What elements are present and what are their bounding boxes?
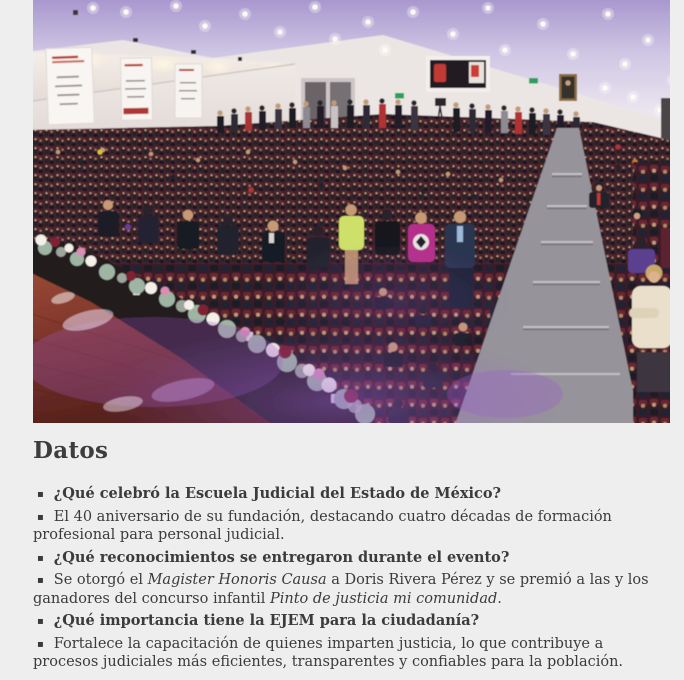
question-text: ¿Qué reconocimientos se entregaron durante el evento? xyxy=(53,548,510,566)
portrait-painting xyxy=(559,74,577,101)
answer-text: El 40 aniversario de su fundación, destacando cuatro décadas de formación profesional para personal judicial. xyxy=(33,508,612,544)
control-booth-window xyxy=(426,56,490,92)
qa-answer xyxy=(33,635,660,672)
purple-light-wash-2 xyxy=(263,240,523,364)
qa-question xyxy=(33,485,660,504)
qa-answer xyxy=(33,571,660,608)
question-text: ¿Qué celebró la Escuela Judicial del Estado de México? xyxy=(53,485,501,502)
qa-list xyxy=(33,485,660,672)
qa-question xyxy=(33,549,660,568)
answer-text-italic: Magister Honoris Causa xyxy=(147,572,327,589)
answer-text: . xyxy=(497,590,502,607)
article xyxy=(33,437,660,672)
event-photo xyxy=(33,0,670,423)
answer-text-italic: Pinto de justicia mi comunidad xyxy=(270,590,498,607)
qa-answer xyxy=(33,508,660,545)
qa-question xyxy=(33,612,660,631)
exit-sign xyxy=(395,93,404,99)
answer-text: a Doris Rivera Pérez y se premió a las y los ganadores del concurso infantil xyxy=(33,572,649,607)
question-text: ¿Qué importancia tiene la EJEM para la ciudadanía? xyxy=(53,612,480,630)
answer-text: Se otorgó el xyxy=(53,572,148,589)
page-title: Datos xyxy=(33,437,109,464)
exit-sign xyxy=(529,78,538,84)
answer-text: Fortalece la capacitación de quienes imparten justicia, lo que contribuye a procesos judiciales más eficientes, transparentes y confiables para la población. xyxy=(33,635,624,671)
